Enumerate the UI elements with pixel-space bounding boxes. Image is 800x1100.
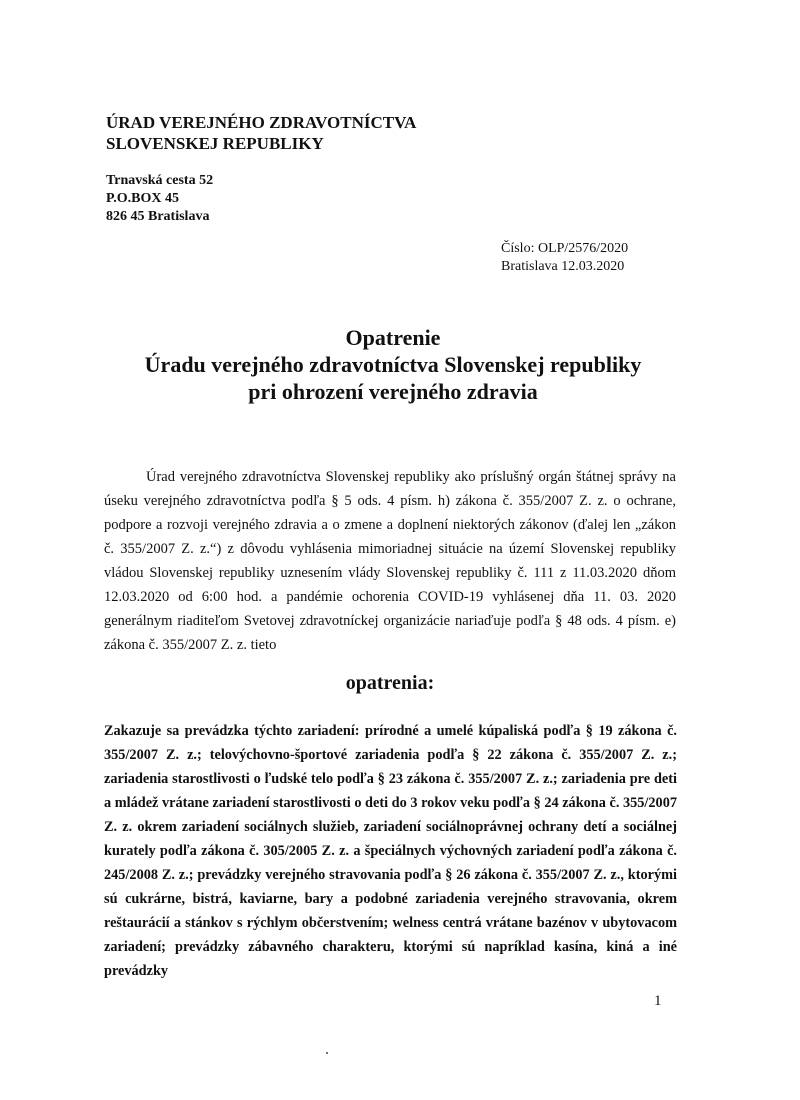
title-line-1: Opatrenie xyxy=(345,325,441,350)
organization-name xyxy=(106,112,416,154)
organization-address xyxy=(106,172,213,226)
organization-name-line-1: ÚRAD VEREJNÉHO ZDRAVOTNÍCTVA xyxy=(106,113,417,132)
address-street: Trnavská cesta 52 xyxy=(106,173,214,188)
page-number: 1 xyxy=(654,993,662,1009)
preamble-paragraph: Úrad verejného zdravotníctva Slovenskej republiky ako príslušný orgán štátnej správy na úseku verejného zdravotníctva podľa § 5 ods. 4 písm. h) zákona č. 355/2007 Z. z. o ochrane, podpore a rozvoji verejného zdravia a o zmene a doplnení niektorých zákonov (ďalej len „zákon č. 355/2007 Z. z.“) z dôvodu vyhlásenia mimoriadnej situácie na území Slovenskej republiky vládou Slovenskej republiky uznesením vlády Slovenskej republiky č. 111 z 11.03.2020 dňom 12.03.2020 od 6:00 hod. a pandémie ochorenia COVID-19 vyhlásenej dňa 11. 03. 2020 generálnym riaditeľom Svetovej zdravotníckej organizácie nariaďuje podľa § 48 ods. 4 písm. e) zákona č. 355/2007 Z. z. tieto xyxy=(104,469,676,653)
reference-number: Číslo: OLP/2576/2020 xyxy=(501,241,629,256)
organization-name-line-2: SLOVENSKEJ REPUBLIKY xyxy=(106,134,324,153)
scan-speck xyxy=(326,1052,328,1054)
measure-paragraph: Zakazuje sa prevádzka týchto zariadení: prírodné a umelé kúpaliská podľa § 19 zákona č. 355/2007 Z. z.; telovýchovno-športové zariadenia podľa § 22 zákona č. 355/2007 Z. z.; zariadenia starostlivosti o ľudské telo podľa § 23 zákona č. 355/2007 Z. z.; zariadenia pre deti a mládež vrátane zariadení starostlivosti o deti do 3 rokov veku podľa § 24 zákona č. 355/2007 Z. z. okrem zariadení sociálnych služieb, zariadení sociálnoprávnej ochrany detí a sociálnej kurately podľa zákona č. 305/2005 Z. z. a špeciálnych výchovných zariadení podľa zákona č. 245/2008 Z. z.; prevádzky verejného stravovania podľa § 26 zákona č. 355/2007 Z. z., ktorými sú cukrárne, bistrá, kaviarne, bary a podobné zariadenia verejného stravovania, okrem reštaurácií a stánkov s rýchlym občerstvením; welness centrá vrátane bazénov v ubytovacom zariadení; prevádzky zábavného charakteru, ktorými sú napríklad kasína, kiná a iné prevádzky xyxy=(104,723,677,979)
title-line-2: Úradu verejného zdravotníctva Slovenskej republiky xyxy=(144,352,642,377)
document-reference xyxy=(501,240,628,276)
section-heading: opatrenia: xyxy=(345,672,435,694)
title-line-3: pri ohrození verejného zdravia xyxy=(248,379,538,404)
reference-place-date: Bratislava 12.03.2020 xyxy=(501,259,625,274)
document-title xyxy=(100,324,686,405)
address-city: 826 45 Bratislava xyxy=(106,209,210,224)
address-pobox: P.O.BOX 45 xyxy=(106,191,179,206)
